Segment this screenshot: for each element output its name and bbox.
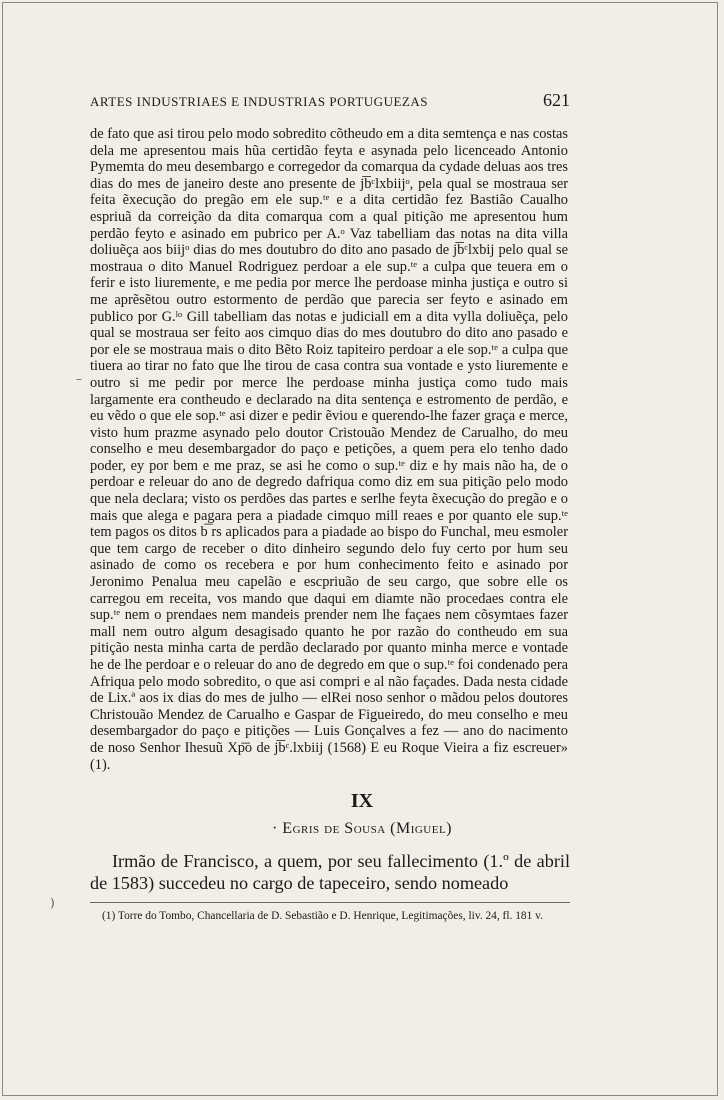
footnote-rule xyxy=(90,902,570,903)
page-header xyxy=(90,90,570,111)
intro-paragraph xyxy=(90,850,570,894)
footnote-text: (1) Torre do Tombo, Chancellaria de D. Sebastião e D. Henrique, Legitimações, liv. 24, fl. 181 v. xyxy=(102,910,543,922)
section-number: IX xyxy=(350,790,374,812)
footnote xyxy=(90,910,570,923)
margin-mark-paren: ) xyxy=(50,896,55,910)
document-paragraph: de fato que asi tirou pelo modo sobredito cõtheudo em a dita semtença e nas costas dela me apresentou mais hũa certidão feyta e asynada pelo licenceado Antonio Pymemta do meu desembargo e corregedor da comarqua da cydade deluas aos tres dias do mes de janeiro deste ano presente de j͞bᶜlxbiijᵒ, pela qual se mostraua ser feita ẽxecução do pregão em ele sup.ᵗᵉ e a dita certidão fez Bastião Caualho espriuã da correição da dita comarqua com a qual pitição me apresentou hum perdão feyto e asinado em pubrico per A.ᵒ Vaz tabelliam das notas na dita villa doliuẽça aos biijᵒ dias do mes doutubro do dito ano pasado de j͞bᶜlxbij pelo qual se mostraua o dito Manuel Rodriguez perdoar a ele sup.ᵗᵉ a culpa que teuera em o ferir e isto liuremente, e me pedia por merce lhe perdoase minha justiça e outro si me aprẽsẽtou outro estormento de perdão que parecia ser feyto e asinado em publico por G.ˡᵒ Gill tabelliam das notas e judiciall em a dita vylla doliuẽça, pelo qual se mostraua ser feito aos cimquo dias do mes doutubro do dito ano pasado e por ele se mostraua mais o dito Bẽto Roiz tapiteiro perdoar a ele sop.ᵗᵉ a culpa que tiuera ao tirar no fato que lhe tirou de casa contra sua vontade e ysto liuremente e outro si me pedir por merce lhe perdoase minha justiça como tudo mais largamente era contheudo e declarado na dita sentença e estromento de perdão, e eu vẽdo o que ele sop.ᵗᵉ asi dizer e pedir ẽviou e querendo-lhe fazer graça e merce, visto hum prazme asynado pelo doutor Cristouão Mendez de Carualho, do meu conselho e meu desembargador do paço e petições, a quem pera elo tenho dado poder, ey por bem e me praz, se asi he como o sup.ᵗᵉ diz e hy mais não ha, de o perdoar e releuar do ano de degredo dafriqua como diz em sua pitição pelo modo que nela declara; visto os perdões das partes e serlhe feyta ẽxecução do pregão e o mais que alega e pagara pera a piadade cimquo mill reaes e por quanto ele sup.ᵗᵉ tem pagos os ditos b͞ rs aplicados para a piadade ao bispo do Funchal, meu esmoler que tem cargo de receber o dito dinheiro segundo delo fuy certo por hum seu asinado de como os recebera e por hum conhecimento feito e asinado por Jeronimo Penalua meu capelão e escpriuão de seu cargo, que sobre elle os carregou em receita, vos mando que daqui em diamte não procedaes contra ele sup.ᵗᵉ nem o prendaes nem mandeis prender nem lhe façaes nem cõsymtaes fazer mall nem outro algum desagisado quanto he por razão do contheudo em sua pitição nesta minha carta de perdão declarado por quanto minha merce e vontade he de lhe perdoar e o releuar do ano de degredo em que o sup.ᵗᵉ foi condenado pera Afriqua pelo modo sobredito, o que asi compri e al não façades. Dada nesta cidade de Lix.ª aos ix dias do mes de julho — elRei noso senhor o mãdou pelos doutores Christouão Mendez de Carualho e Gaspar de Figueiredo, do meu conselho e meu desembargador do paço e pitições — Luis Gonçalves a fez — ano do nacimento de noso Senhor Ihesuũ Xp͞o de j͞bᶜ.lxbiij (1568) E eu Roque Vieira a fiz escreuer» (1). xyxy=(90,126,568,773)
section-title: · Egris de Sousa (Miguel) xyxy=(271,820,453,837)
margin-mark-dash: – xyxy=(76,372,82,386)
intro-text: Irmão de Francisco, a quem, por seu fallecimento (1.º de abril de 1583) succedeu no cargo de tapeceiro, sendo nomeado xyxy=(90,851,570,893)
body-text xyxy=(90,126,568,773)
page-number: 621 xyxy=(543,90,570,110)
running-head: ARTES INDUSTRIAES E INDUSTRIAS PORTUGUEZAS xyxy=(90,94,428,109)
